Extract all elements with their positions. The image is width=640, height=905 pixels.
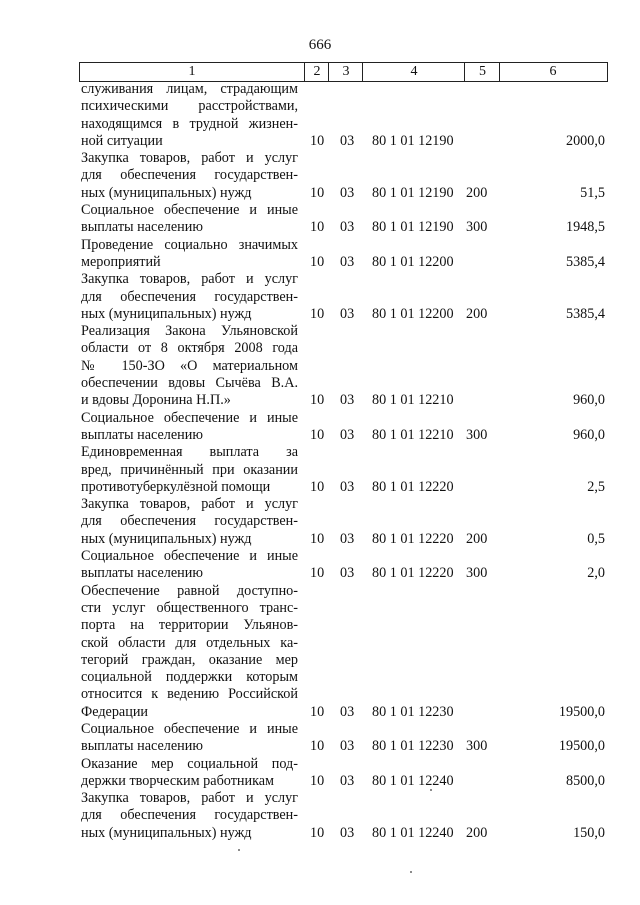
cell-c6: 1948,5 bbox=[565, 219, 605, 236]
description-line: вред, причинённый при оказании bbox=[81, 461, 298, 478]
cell-c2: 10 bbox=[310, 478, 325, 495]
description-line: области от 8 октября 2008 года bbox=[81, 340, 298, 357]
cell-c2: 10 bbox=[310, 426, 325, 443]
description-line: выплаты населению bbox=[81, 426, 203, 443]
table-row bbox=[0, 583, 640, 721]
table-row bbox=[0, 271, 640, 323]
cell-c2: 10 bbox=[310, 565, 325, 582]
row-description bbox=[81, 721, 298, 756]
table-row bbox=[0, 202, 640, 237]
description-line: находящимся в трудной жизнен- bbox=[81, 115, 298, 132]
description-line: ных (муниципальных) нужд bbox=[81, 824, 252, 841]
cell-c2: 10 bbox=[310, 184, 325, 201]
description-line: тегорий граждан, оказание мер bbox=[81, 651, 298, 668]
description-line: психическими расстройствами, bbox=[81, 98, 298, 115]
description-line: Закупка товаров, работ и услуг bbox=[81, 271, 298, 288]
cell-c5: 300 bbox=[466, 565, 488, 582]
description-line: Закупка товаров, работ и услуг bbox=[81, 790, 298, 807]
cell-c3: 03 bbox=[340, 392, 355, 409]
row-description bbox=[81, 271, 298, 323]
table-row bbox=[0, 721, 640, 756]
cell-c2: 10 bbox=[310, 530, 325, 547]
cell-c3: 03 bbox=[340, 824, 355, 841]
cell-c5: 200 bbox=[466, 530, 488, 547]
row-description bbox=[81, 150, 298, 202]
cell-c3: 03 bbox=[340, 703, 355, 720]
description-line: Социальное обеспечение и иные bbox=[81, 548, 298, 565]
cell-c3: 03 bbox=[340, 305, 355, 322]
header-col-5: 5 bbox=[464, 63, 500, 81]
header-col-1: 1 bbox=[188, 64, 196, 79]
cell-c6: 0,5 bbox=[587, 530, 605, 547]
cell-c4: 80 1 01 12190 bbox=[372, 132, 454, 149]
description-line: Закупка товаров, работ и услуг bbox=[81, 496, 298, 513]
row-description bbox=[81, 548, 298, 583]
cell-c4: 80 1 01 12210 bbox=[372, 426, 454, 443]
cell-c5: 300 bbox=[466, 738, 488, 755]
description-line: выплаты населению bbox=[81, 738, 203, 755]
row-description bbox=[81, 410, 298, 445]
cell-c2: 10 bbox=[310, 219, 325, 236]
cell-c6: 960,0 bbox=[573, 426, 605, 443]
cell-c4: 80 1 01 12230 bbox=[372, 703, 454, 720]
cell-c4: 80 1 01 12240 bbox=[372, 824, 454, 841]
table-row bbox=[0, 756, 640, 791]
description-line: ных (муниципальных) нужд bbox=[81, 305, 252, 322]
description-line: для обеспечения государствен- bbox=[81, 513, 298, 530]
cell-c6: 2000,0 bbox=[565, 132, 605, 149]
cell-c5: 200 bbox=[466, 305, 488, 322]
cell-c6: 19500,0 bbox=[558, 738, 605, 755]
page-number: 666 bbox=[308, 37, 332, 53]
row-description bbox=[81, 444, 298, 496]
cell-c2: 10 bbox=[310, 703, 325, 720]
cell-c5: 300 bbox=[466, 426, 488, 443]
cell-c3: 03 bbox=[340, 530, 355, 547]
scan-speck bbox=[430, 789, 432, 791]
description-line: выплаты населению bbox=[81, 219, 203, 236]
cell-c3: 03 bbox=[340, 772, 355, 789]
header-col-6: 6 bbox=[499, 63, 606, 81]
description-line: ных (муниципальных) нужд bbox=[81, 530, 252, 547]
table-row bbox=[0, 548, 640, 583]
row-description bbox=[81, 583, 298, 721]
table-row bbox=[0, 410, 640, 445]
cell-c4: 80 1 01 12200 bbox=[372, 305, 454, 322]
description-line: Закупка товаров, работ и услуг bbox=[81, 150, 298, 167]
description-line: № 150-ЗО «О материальном bbox=[81, 357, 298, 374]
cell-c6: 5385,4 bbox=[565, 253, 605, 270]
cell-c4: 80 1 01 12220 bbox=[372, 478, 454, 495]
row-description bbox=[81, 237, 298, 272]
description-line: противотуберкулёзной помощи bbox=[81, 478, 271, 495]
description-line: держки творческим работникам bbox=[81, 772, 275, 789]
table-row bbox=[0, 81, 640, 150]
cell-c4: 80 1 01 12220 bbox=[372, 565, 454, 582]
description-line: ных (муниципальных) нужд bbox=[81, 184, 252, 201]
cell-c3: 03 bbox=[340, 253, 355, 270]
description-line: для обеспечения государствен- bbox=[81, 807, 298, 824]
row-description bbox=[81, 756, 298, 791]
description-line: Оказание мер социальной под- bbox=[81, 755, 298, 772]
cell-c3: 03 bbox=[340, 219, 355, 236]
scan-speck bbox=[238, 849, 240, 851]
table-row bbox=[0, 150, 640, 202]
description-line: Проведение социально значимых bbox=[81, 236, 298, 253]
cell-c6: 150,0 bbox=[573, 824, 605, 841]
description-line: обеспечении вдовы Сычёва В.А. bbox=[81, 375, 298, 392]
description-line: и вдовы Доронина Н.П.» bbox=[81, 392, 231, 409]
table-header bbox=[79, 62, 608, 82]
cell-c6: 8500,0 bbox=[565, 772, 605, 789]
description-line: Социальное обеспечение и иные bbox=[81, 202, 298, 219]
header-col-4: 4 bbox=[362, 63, 465, 81]
description-line: социальной поддержки которым bbox=[81, 669, 298, 686]
table-row bbox=[0, 444, 640, 496]
description-line: для обеспечения государствен- bbox=[81, 167, 298, 184]
cell-c4: 80 1 01 12230 bbox=[372, 738, 454, 755]
description-line: Социальное обеспечение и иные bbox=[81, 720, 298, 737]
description-line: относится к ведению Российской bbox=[81, 686, 298, 703]
description-line: ской области для отдельных ка- bbox=[81, 634, 298, 651]
description-line: для обеспечения государствен- bbox=[81, 288, 298, 305]
cell-c4: 80 1 01 12240 bbox=[372, 772, 454, 789]
description-line: порта на территории Ульянов- bbox=[81, 617, 298, 634]
description-line: сти услуг общественного транс- bbox=[81, 599, 298, 616]
cell-c3: 03 bbox=[340, 426, 355, 443]
cell-c2: 10 bbox=[310, 305, 325, 322]
row-description bbox=[81, 496, 298, 548]
cell-c2: 10 bbox=[310, 392, 325, 409]
description-line: Обеспечение равной доступно- bbox=[81, 582, 298, 599]
cell-c2: 10 bbox=[310, 132, 325, 149]
row-description bbox=[81, 81, 298, 150]
cell-c6: 960,0 bbox=[573, 392, 605, 409]
cell-c3: 03 bbox=[340, 738, 355, 755]
table-row bbox=[0, 496, 640, 548]
cell-c2: 10 bbox=[310, 824, 325, 841]
header-col-3: 3 bbox=[328, 63, 363, 81]
cell-c4: 80 1 01 12200 bbox=[372, 253, 454, 270]
cell-c3: 03 bbox=[340, 132, 355, 149]
cell-c2: 10 bbox=[310, 738, 325, 755]
cell-c6: 2,0 bbox=[587, 565, 605, 582]
cell-c5: 300 bbox=[466, 219, 488, 236]
table-row bbox=[0, 237, 640, 272]
description-line: служивания лицам, страдающим bbox=[81, 81, 298, 97]
cell-c6: 2,5 bbox=[587, 478, 605, 495]
description-line: выплаты населению bbox=[81, 565, 203, 582]
cell-c2: 10 bbox=[310, 253, 325, 270]
cell-c5: 200 bbox=[466, 184, 488, 201]
row-description bbox=[81, 790, 298, 842]
table-body bbox=[0, 81, 640, 842]
scan-speck bbox=[410, 871, 412, 873]
cell-c3: 03 bbox=[340, 565, 355, 582]
cell-c4: 80 1 01 12190 bbox=[372, 219, 454, 236]
cell-c6: 51,5 bbox=[580, 184, 605, 201]
row-description bbox=[81, 202, 298, 237]
description-line: мероприятий bbox=[81, 253, 161, 270]
table-row bbox=[0, 323, 640, 409]
description-line: ной ситуации bbox=[81, 132, 163, 149]
cell-c3: 03 bbox=[340, 478, 355, 495]
cell-c2: 10 bbox=[310, 772, 325, 789]
row-description bbox=[81, 323, 298, 409]
description-line: Социальное обеспечение и иные bbox=[81, 409, 298, 426]
description-line: Реализация Закона Ульяновской bbox=[81, 323, 298, 340]
description-line: Единовременная выплата за bbox=[81, 444, 298, 461]
cell-c4: 80 1 01 12190 bbox=[372, 184, 454, 201]
description-line: Федерации bbox=[81, 703, 149, 720]
cell-c3: 03 bbox=[340, 184, 355, 201]
cell-c4: 80 1 01 12220 bbox=[372, 530, 454, 547]
header-col-2: 2 bbox=[304, 63, 329, 81]
cell-c4: 80 1 01 12210 bbox=[372, 392, 454, 409]
table-row bbox=[0, 790, 640, 842]
cell-c6: 5385,4 bbox=[565, 305, 605, 322]
cell-c6: 19500,0 bbox=[558, 703, 605, 720]
cell-c5: 200 bbox=[466, 824, 488, 841]
